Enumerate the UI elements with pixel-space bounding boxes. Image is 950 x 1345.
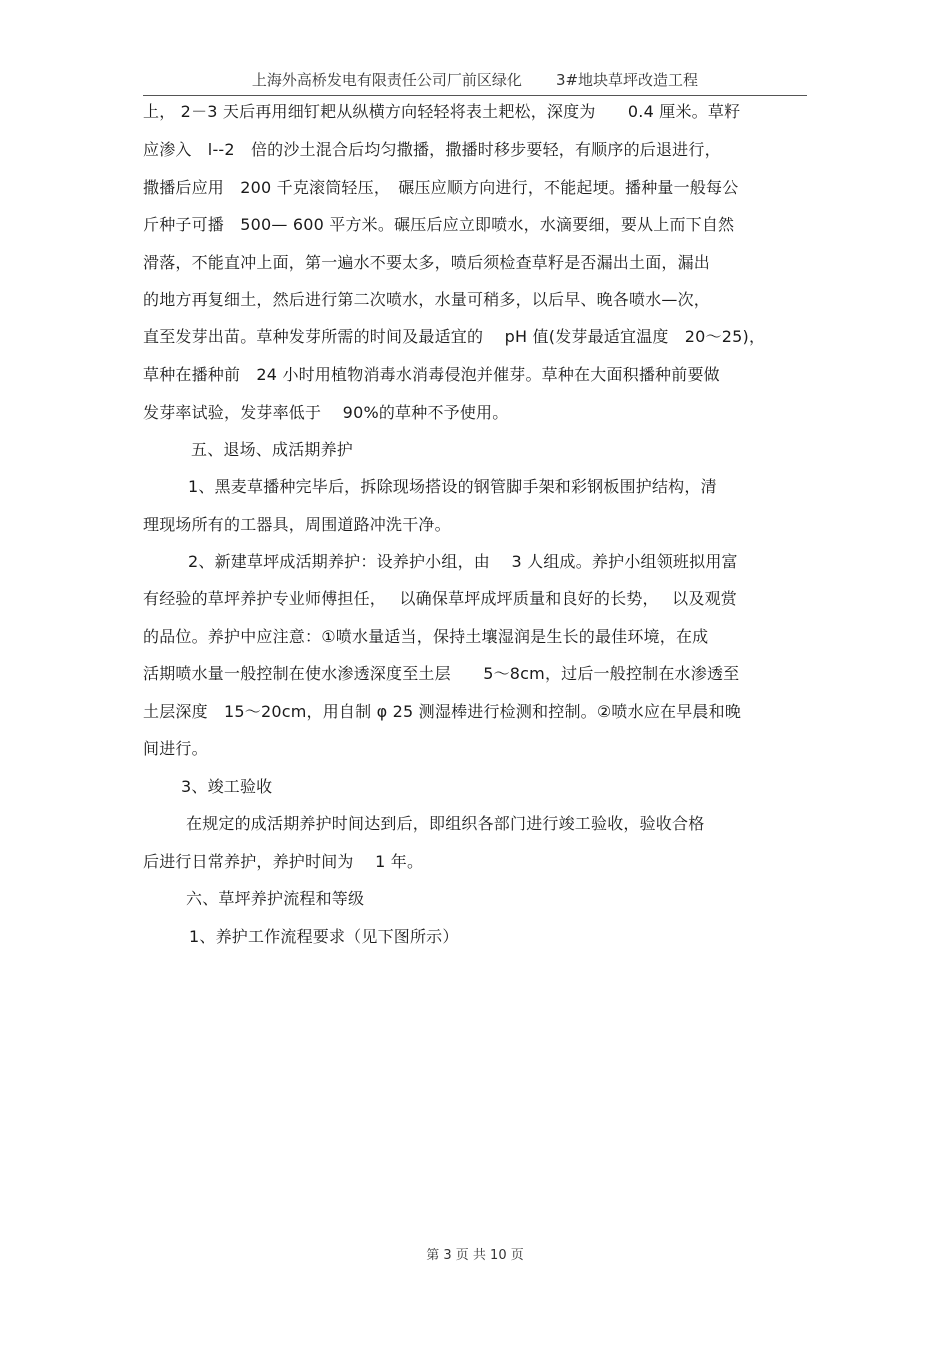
paragraph-line: 活期喷水量一般控制在使水渗透深度至土层 5～8cm，过后一般控制在水渗透至	[143, 664, 740, 683]
paragraph-line: 上， 2－3 天后再用细钉耙从纵横方向轻轻将表土耙松，深度为 0.4 厘米。草籽	[143, 102, 741, 121]
paragraph-line: 斤种子可播 500— 600 平方米。碾压后应立即喷水，水滴要细，要从上而下自然	[143, 215, 735, 234]
paragraph-line: 有经验的草坪养护专业师傅担任， 以确保草坪成坪质量和良好的长势， 以及观赏	[143, 589, 737, 608]
paragraph-line: 2、新建草坪成活期养护：设养护小组，由 3 人组成。养护小组领班拟用富	[188, 552, 738, 571]
section-heading: 五、退场、成活期养护	[191, 440, 354, 459]
paragraph-line: 的地方再复细土，然后进行第二次喷水，水量可稍多，以后早、晚各喷水—次，	[143, 290, 711, 309]
paragraph-line: 发芽率试验，发芽率低于 90%的草种不予使用。	[143, 403, 509, 422]
paragraph-line: 撒播后应用 200 千克滚筒轻压， 碾压应顺方向进行，不能起埂。播种量一般每公	[143, 178, 739, 197]
paragraph-line: 土层深度 15～20cm，用自制 φ 25 测湿棒进行检测和控制。②喷水应在早晨和晚	[143, 702, 742, 721]
header-title-left: 上海外高桥发电有限责任公司厂前区绿化	[251, 71, 522, 89]
paragraph-line: 的品位。养护中应注意：①喷水量适当，保持土壤湿润是生长的最佳环境，在成	[143, 627, 709, 646]
paragraph-line: 滑落，不能直冲上面，第一遍水不要太多，喷后须检查草籽是否漏出土面，漏出	[143, 253, 711, 272]
header-title-right: 3#地块草坪改造工程	[555, 71, 699, 89]
paragraph-line: 在规定的成活期养护时间达到后，即组织各部门进行竣工验收，验收合格	[186, 814, 705, 833]
paragraph-line: 理现场所有的工器具，周围道路冲洗干净。	[143, 515, 451, 534]
paragraph-line: 1、黑麦草播种完毕后，拆除现场搭设的钢管脚手架和彩钢板围护结构，清	[188, 477, 717, 496]
paragraph-line: 应渗入 l--2 倍的沙土混合后均匀撒播，撒播时移步要轻，有顺序的后退进行，	[143, 140, 721, 159]
paragraph-line: 间进行。	[143, 739, 208, 758]
page-number: 第 3 页 共 10 页	[426, 1248, 524, 1263]
paragraph-line: 草种在播种前 24 小时用植物消毒水消毒侵泡并催芽。草种在大面积播种前要做	[143, 365, 720, 384]
section-heading: 六、草坪养护流程和等级	[186, 889, 365, 908]
paragraph-line: 1、养护工作流程要求（见下图所示）	[189, 927, 459, 946]
section-heading: 3、竣工验收	[181, 777, 273, 796]
paragraph-line: 直至发芽出苗。草种发芽所需的时间及最适宜的 pH 值(发芽最适宜温度 20～25)，	[143, 327, 766, 346]
paragraph-line: 后进行日常养护，养护时间为 1 年。	[143, 852, 424, 871]
